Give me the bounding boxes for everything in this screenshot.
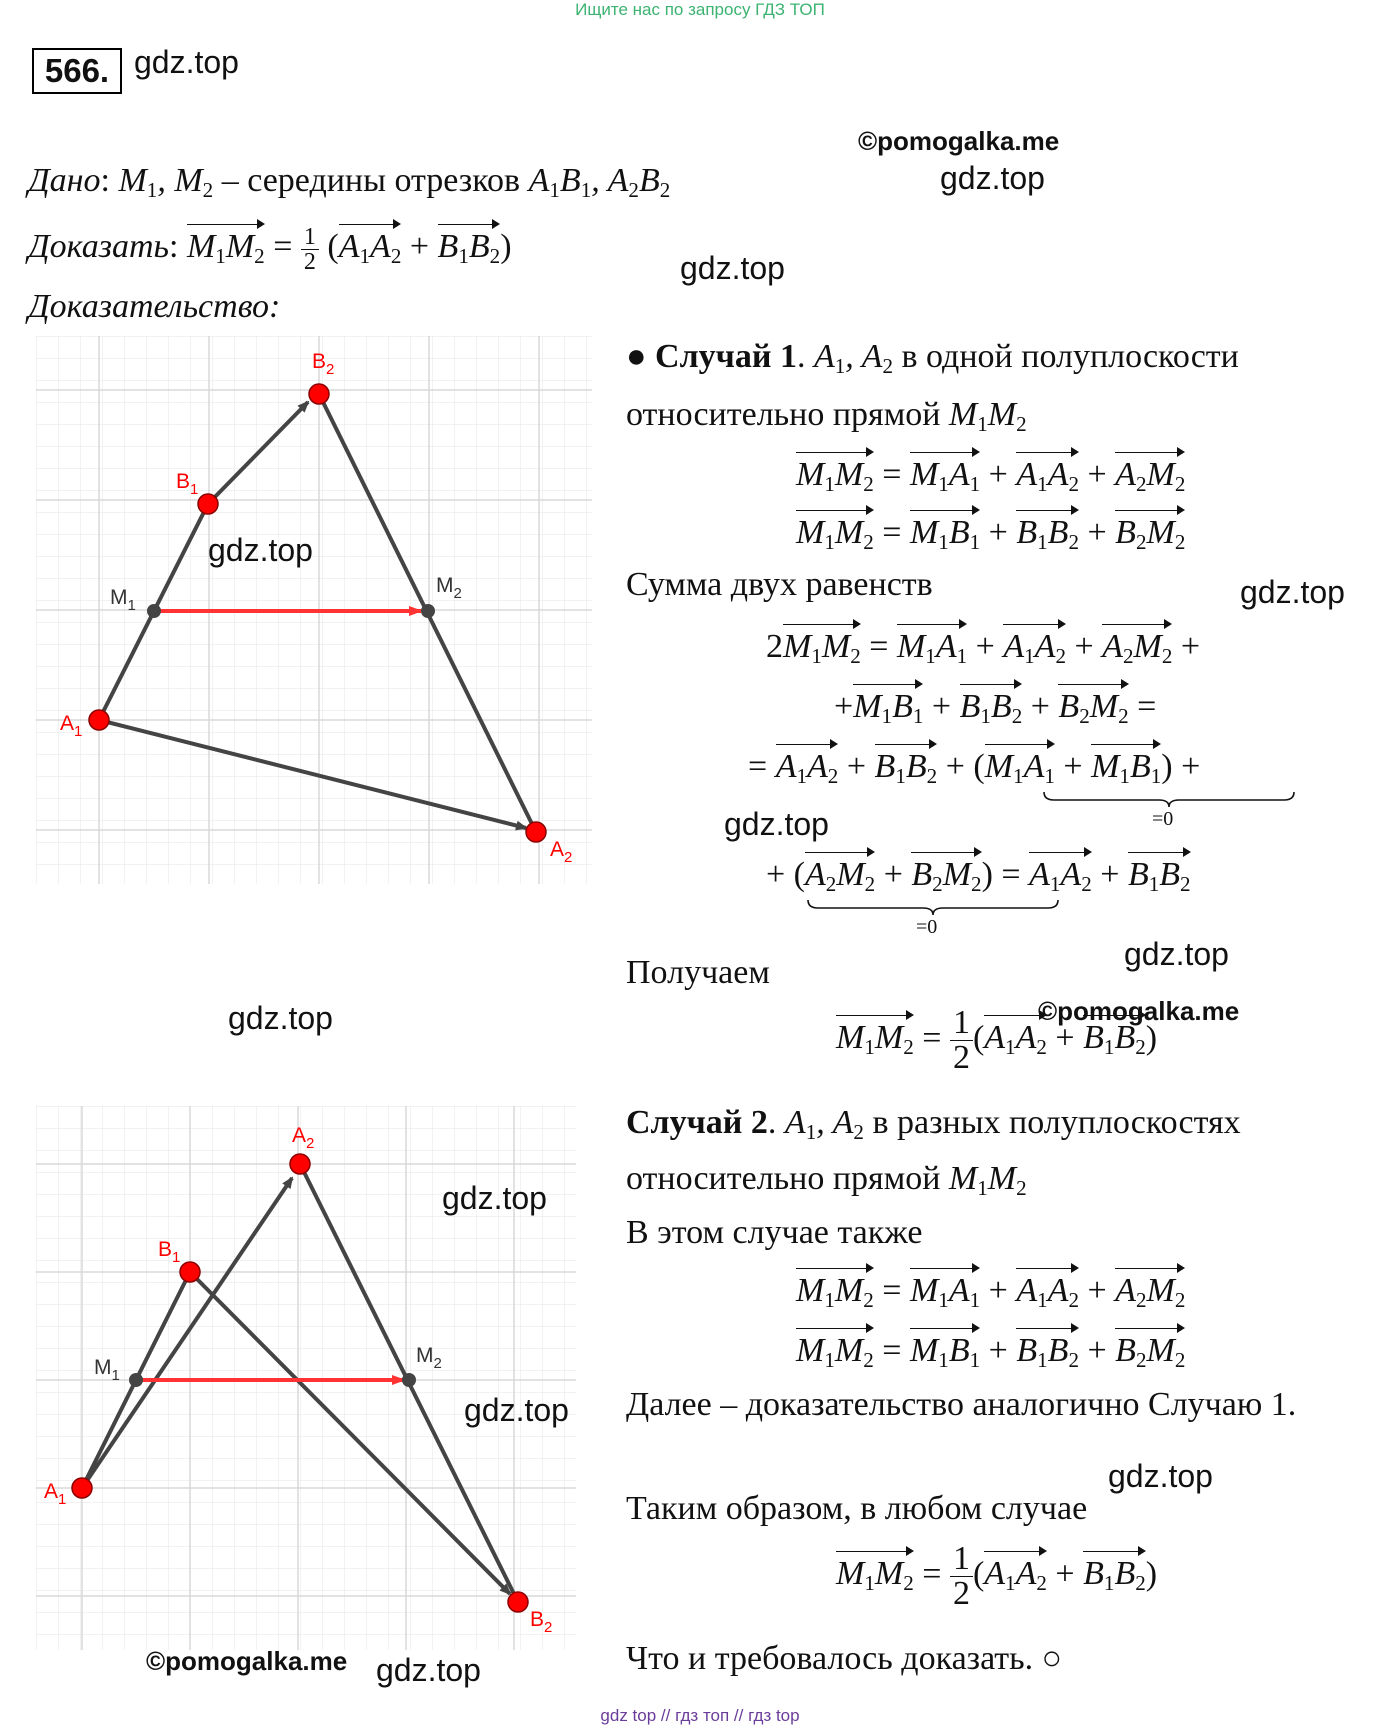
copyright: ©pomogalka.me	[1038, 996, 1240, 1026]
case1-relative: относительно прямой $M_1M_2$	[626, 396, 1027, 436]
watermark: gdz.top	[134, 44, 239, 80]
label-B2: $B_2$	[312, 350, 335, 378]
zero-vector-label: =0	[1152, 808, 1174, 830]
point-M1	[147, 604, 161, 618]
watermark: gdz.top	[1108, 1458, 1213, 1494]
watermark: gdz.top	[1240, 574, 1345, 610]
watermark: gdz.top	[442, 1180, 547, 1216]
eq-7: $M_1M_2 = M_1A_1 + A_1A_2 + A_2M_2$	[796, 1266, 1185, 1313]
label-M2: $M_2$	[416, 1344, 442, 1372]
label-M1: $M_1$	[110, 586, 136, 614]
label-B1: $B_1$	[158, 1238, 181, 1266]
eq-4: $+M_1B_1 + B_1B_2 + B_2M_2$ =	[834, 682, 1156, 729]
label-A1: $A_1$	[44, 1480, 67, 1508]
point-B1	[198, 494, 218, 514]
label-M2: $M_2$	[436, 574, 462, 602]
given-line: Дано: $M_1$, $M_2$ – середины отрезков $A_1B_1$, $A_2B_2$	[28, 162, 671, 202]
watermark: gdz.top	[724, 806, 829, 842]
eq-5: = $A_1A_2 + B_1B_2 + (M_1A_1 + M_1B_1)$ +	[748, 742, 1200, 789]
watermark: gdz.top	[228, 1000, 333, 1036]
obtain-text: Получаем	[626, 954, 770, 991]
copyright: ©pomogalka.me	[858, 126, 1060, 156]
label-A2: $A_2$	[292, 1124, 315, 1152]
zero-vector-label: =0	[916, 916, 938, 938]
prove-line: Доказать: $M_1M_2$ = $\frac{1}{2}$ $(A_1A_2 + B_1B_2)$	[28, 223, 512, 275]
label-A1: $A_1$	[60, 712, 83, 740]
label-B2: $B_2$	[530, 1608, 553, 1636]
prove-label: Доказать	[28, 228, 169, 265]
watermark: gdz.top	[1124, 936, 1229, 972]
watermark: gdz.top	[940, 160, 1045, 196]
eq-2: $M_1M_2 = M_1B_1 + B_1B_2 + B_2M_2$	[796, 508, 1185, 555]
point-M1	[129, 1373, 143, 1387]
point-B1	[180, 1262, 200, 1282]
underbrace-1	[1042, 790, 1296, 808]
further-text: Далее – доказательство аналогично Случаю 1.	[626, 1386, 1297, 1423]
eq-result-1: $M_1M_2$ = $\frac{1}{2}$ $(A_1A_2 + B_1B_2)$	[836, 1004, 1158, 1076]
underbrace-2	[806, 898, 1060, 916]
eq-3: $2M_1M_2 = M_1A_1 + A_1A_2 + A_2M_2$ +	[766, 622, 1200, 669]
label-A2: $A_2$	[550, 838, 573, 866]
given-text: – середины отрезков	[221, 162, 521, 199]
copyright: ©pomogalka.me	[146, 1646, 348, 1676]
case1-heading: ● Случай 1. $A_1$, $A_2$ в одной полуплоскости	[626, 338, 1239, 378]
point-A2	[290, 1154, 310, 1174]
point-M2	[421, 604, 435, 618]
also-text: В этом случае также	[626, 1214, 923, 1251]
label-M1: $M_1$	[94, 1356, 120, 1384]
watermark: gdz.top	[376, 1652, 481, 1688]
thus-text: Таким образом, в любом случае	[626, 1490, 1088, 1527]
label-B1: $B_1$	[176, 470, 199, 498]
point-A1	[72, 1478, 92, 1498]
point-A1	[89, 710, 109, 730]
top-banner: Ищите нас по запросу ГДЗ ТОП	[575, 0, 825, 19]
proof-label: Доказательство:	[28, 288, 281, 325]
figure-case1	[36, 336, 592, 884]
point-M2	[402, 1373, 416, 1387]
watermark: gdz.top	[680, 250, 785, 286]
given-label: Дано	[28, 162, 101, 199]
sum-text: Сумма двух равенств	[626, 566, 933, 603]
qed-text: Что и требовалось доказать. ○	[626, 1640, 1063, 1677]
case2-heading: Случай 2. $A_1$, $A_2$ в разных полуплоскостях	[626, 1104, 1241, 1144]
eq-8: $M_1M_2 = M_1B_1 + B_1B_2 + B_2M_2$	[796, 1326, 1185, 1373]
eq-result-2: $M_1M_2$ = $\frac{1}{2}$ $(A_1A_2 + B_1B_2)$	[836, 1540, 1158, 1612]
point-B2	[508, 1592, 528, 1612]
watermark: gdz.top	[208, 532, 313, 568]
point-A2	[526, 822, 546, 842]
point-B2	[309, 384, 329, 404]
case2-relative: относительно прямой $M_1M_2$	[626, 1160, 1027, 1200]
bottom-banner: gdz top // гдз топ // гдз top	[600, 1706, 800, 1725]
eq-1: $M_1M_2 = M_1A_1 + A_1A_2 + A_2M_2$	[796, 450, 1185, 497]
problem-number: 566.	[32, 48, 122, 94]
watermark: gdz.top	[464, 1392, 569, 1428]
eq-6: + $(A_2M_2 + B_2M_2) = A_1A_2 + B_1B_2$	[766, 850, 1191, 897]
